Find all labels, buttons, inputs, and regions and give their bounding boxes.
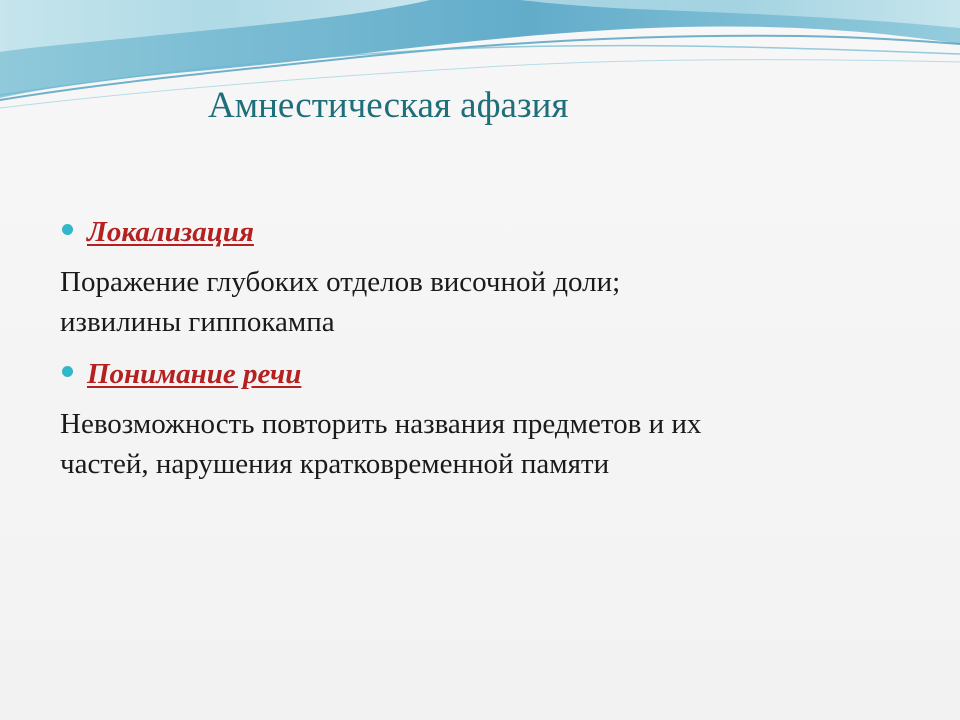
section-heading-text: Понимание речи [87, 358, 302, 390]
slide-content [60, 212, 920, 496]
body-line: Поражение глубоких отделов височной доли; [60, 266, 621, 298]
section-heading-localization [60, 212, 920, 252]
slide-title: Амнестическая афазия [208, 85, 569, 126]
section-body-localization [60, 262, 920, 342]
body-line: Невозможность повторить названия предметов и их [60, 408, 702, 440]
body-line: частей, нарушения кратковременной памяти [60, 448, 610, 480]
section-heading-text: Локализация [87, 216, 254, 248]
body-line: извилины гиппокампа [60, 306, 335, 338]
bullet-icon [62, 224, 73, 235]
section-heading-speech-comprehension [60, 354, 920, 394]
bullet-icon [62, 366, 73, 377]
section-body-speech-comprehension [60, 404, 920, 484]
